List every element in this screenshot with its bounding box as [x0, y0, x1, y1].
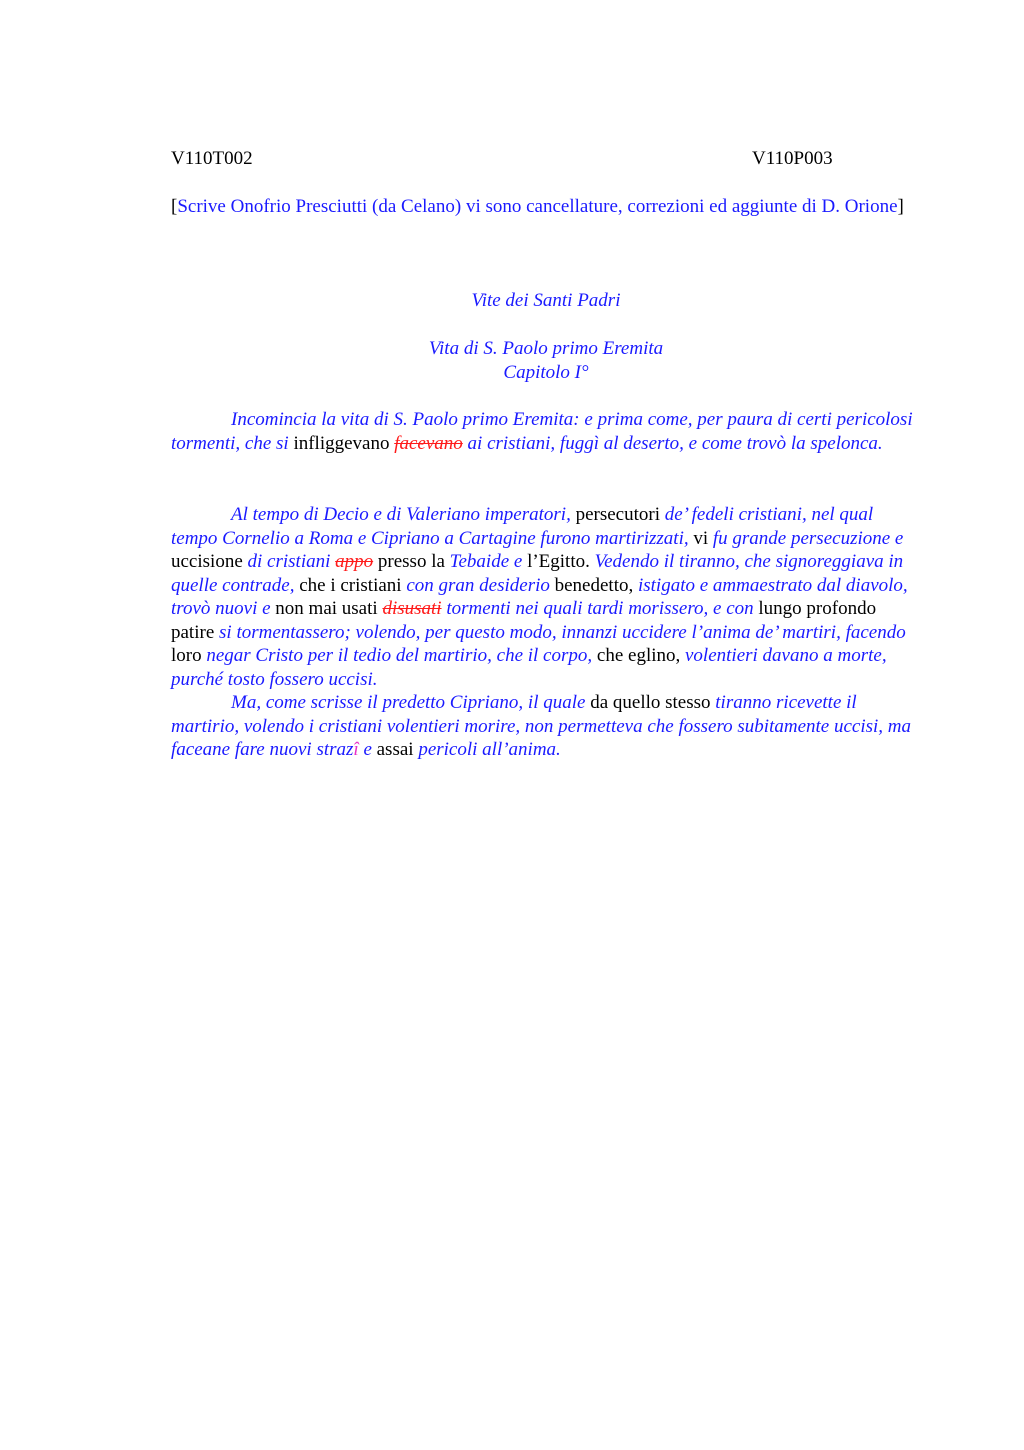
inserted-word: infliggevano: [293, 432, 390, 454]
inserted-word: benedetto,: [554, 574, 634, 596]
text-run: e: [509, 551, 528, 572]
editorial-note: [171, 195, 931, 219]
document-title: Vite dei Santi Padri: [471, 290, 621, 311]
chapter-heading: [171, 337, 921, 384]
inserted-word: che eglino,: [596, 645, 681, 666]
inserted-word: presso la: [373, 551, 450, 572]
text-run: tiranno ricevette il martirio, volendo i cristiani volentieri morire, non permetteva che fossero subitamente uccisi, ma faceane fare nuovi straz: [171, 692, 911, 760]
text-run: volentieri davano a morte, purché tosto fossero uccisi.: [171, 645, 887, 690]
inserted-word: che i cristiani: [299, 574, 402, 596]
text-run: Al tempo di Decio e di Valeriano imperatori,: [231, 504, 576, 525]
note-bracket-close: ]: [897, 196, 904, 217]
text-run: Vedendo il tiranno, che signoreggiava in quelle contrade,: [171, 551, 904, 596]
inserted-word: lungo profondo patire: [171, 598, 877, 643]
inserted-word: l’Egitto.: [527, 551, 590, 572]
paragraph-2: [171, 503, 923, 691]
text-run: fu grande persecuzione e: [708, 527, 904, 549]
chapter-number: Capitolo I°: [503, 361, 589, 383]
inserted-word: persecutori: [575, 504, 660, 525]
text-run: Incomincia la vita di S. Paolo primo Eremita: e prima come, per paura di certi pericolosi tormenti, che si: [171, 409, 913, 454]
inserted-word: assai: [376, 739, 414, 760]
text-run: di cristiani: [242, 551, 336, 572]
paragraph-intro: [171, 408, 923, 455]
inserted-word: non mai usati: [275, 598, 378, 619]
text-run: tormenti nei quali tardi morissero, e con: [441, 598, 759, 619]
text-run: Tebaide: [449, 551, 510, 572]
inserted-word: loro: [171, 645, 202, 666]
text-run: Ma, come scrisse il predetto Cipriano, il quale: [231, 692, 591, 713]
paragraph-3: [171, 691, 923, 762]
deleted-word: facevano: [394, 432, 463, 454]
text-run: ai cristiani, fuggì al deserto, e come trovò la spelonca.: [462, 432, 883, 454]
note-text: Scrive Onofrio Presciutti (da Celano) vi sono cancellature, correzioni ed aggiunte di D. Orione: [177, 196, 898, 217]
chapter-subtitle: Vita di S. Paolo primo Eremita: [428, 338, 664, 359]
paragraph-1: [171, 408, 923, 455]
text-run: negar Cristo per il tedio del martirio, che il corpo,: [201, 645, 597, 666]
inserted-word: uccisione: [171, 551, 243, 572]
text-run: istigato e ammaestrato dal diavolo, trovò nuovi e: [171, 574, 908, 619]
text-run: si tormentassero; volendo, per questo modo, innanzi uccidere l’anima de’ martiri, facendo: [214, 621, 906, 643]
deleted-word: appo: [335, 551, 374, 572]
text-run: con gran desiderio: [401, 574, 555, 596]
deleted-word: disusati: [382, 598, 442, 619]
inserted-word: da quello stesso: [590, 692, 711, 713]
document-code-right: V110P003: [752, 148, 833, 169]
note-bracket-open: [: [171, 196, 178, 217]
accent-correction: î: [353, 739, 359, 760]
text-run: e: [358, 739, 377, 760]
inserted-word: vi: [693, 527, 709, 549]
document-code-left: V110T002: [171, 148, 253, 169]
text-run: pericoli all’anima.: [413, 739, 561, 760]
text-run: de’ fedeli cristiani, nel qual tempo Cornelio a Roma e Cipriano a Cartagine furono martirizzati,: [171, 504, 874, 549]
main-text-block: [171, 503, 923, 762]
